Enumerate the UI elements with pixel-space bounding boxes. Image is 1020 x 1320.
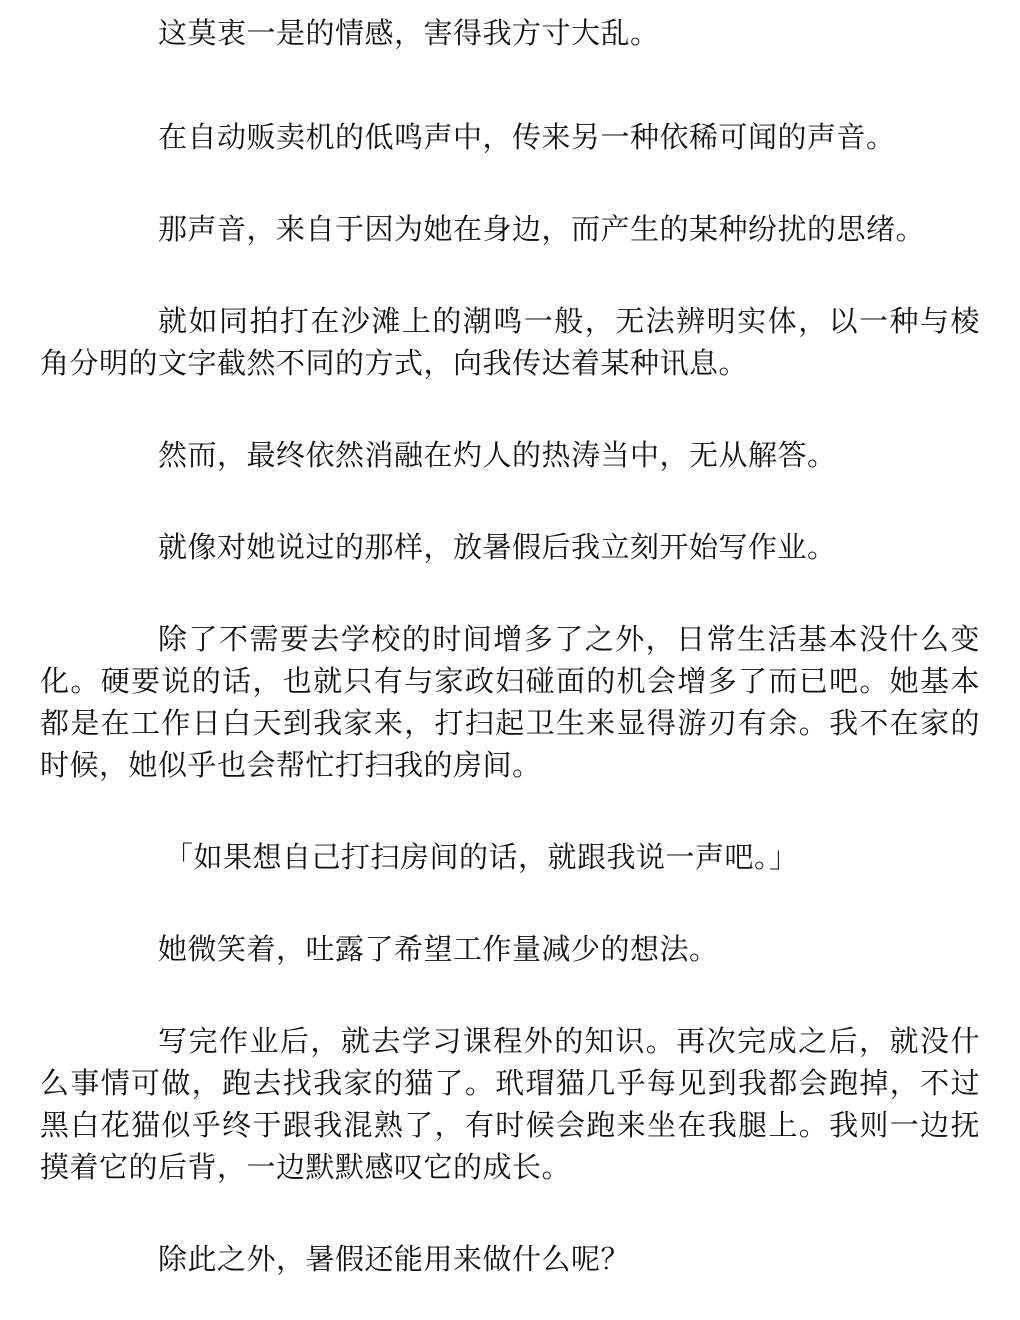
- document-page: [40, 12, 980, 1280]
- paragraph-9: 她微笑着，吐露了希望工作量减少的想法。: [158, 932, 719, 966]
- paragraph-5: 然而，最终依然消融在灼人的热涛当中，无从解答。: [158, 438, 837, 472]
- paragraph-2: 在自动贩卖机的低鸣声中，传来另一种依稀可闻的声音。: [158, 120, 896, 154]
- paragraph-10: 写完作业后，就去学习课程外的知识。再次完成之后，就没什么事情可做，跑去找我家的猫了。玳瑁猫几乎每见到我都会跑掉，不过黑白花猫似乎终于跟我混熟了，有时候会跑来坐在我腿上。我则一边抚摸着它的后背，一边默默感叹它的成长。: [40, 1024, 980, 1184]
- paragraph-4: 就如同拍打在沙滩上的潮鸣一般，无法辨明实体，以一种与棱角分明的文字截然不同的方式，向我传达着某种讯息。: [40, 304, 980, 380]
- paragraph-7: 除了不需要去学校的时间增多了之外，日常生活基本没什么变化。硬要说的话，也就只有与家政妇碰面的机会增多了而已吧。她基本都是在工作日白天到我家来，打扫起卫生来显得游刃有余。我不在家的时候，她似乎也会帮忙打扫我的房间。: [40, 622, 980, 782]
- dialogue-quote: 「如果想自己打扫房间的话，就跟我说一声吧。」: [164, 840, 799, 874]
- paragraph-6: 就像对她说过的那样，放暑假后我立刻开始写作业。: [158, 530, 837, 564]
- paragraph-1: 这莫衷一是的情感，害得我方寸大乱。: [158, 16, 660, 50]
- paragraph-11: 除此之外，暑假还能用来做什么呢？: [158, 1242, 631, 1276]
- paragraph-3: 那声音，来自于因为她在身边，而产生的某种纷扰的思绪。: [158, 212, 926, 246]
